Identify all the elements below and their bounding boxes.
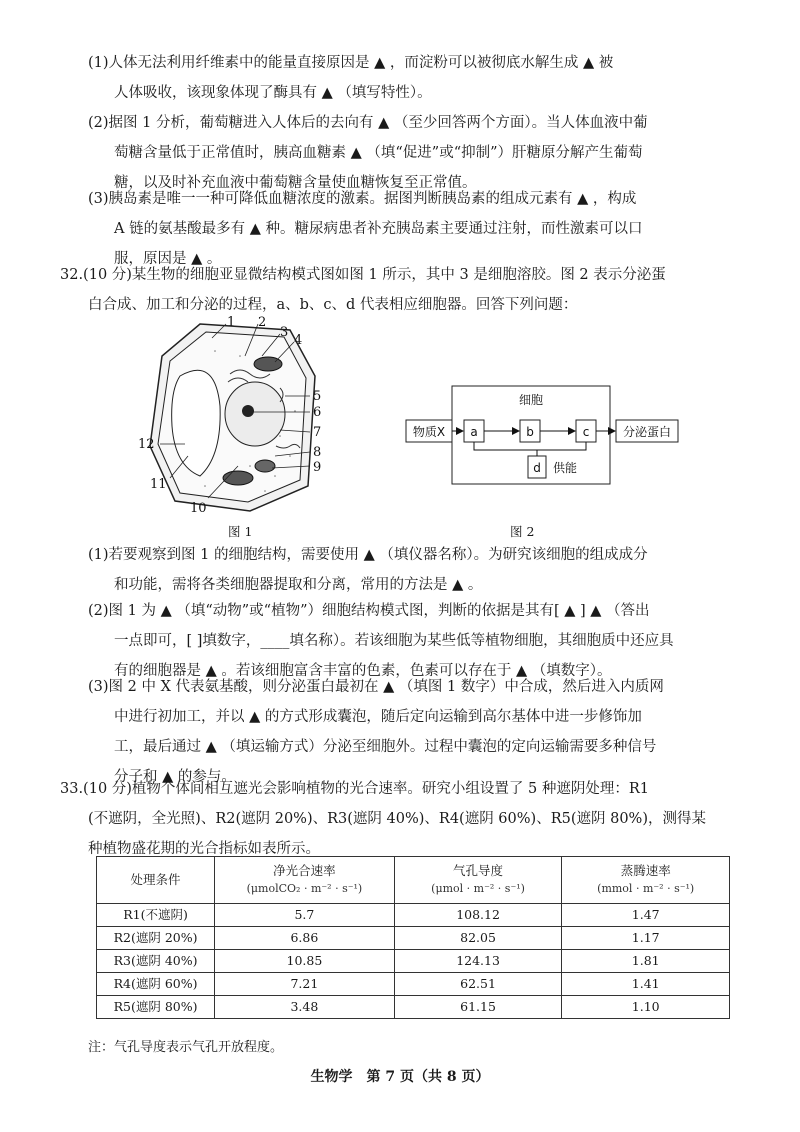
text-line: 萄糖含量低于正常值时，胰高血糖素 ▲ （填“促进”或“抑制”）肝糖原分解产生葡萄 bbox=[114, 145, 643, 161]
header-net-photosynthesis: 净光合速率 (μmolCO₂ · m⁻² · s⁻¹) bbox=[215, 857, 395, 904]
text-line: 工，最后通过 ▲ （填运输方式）分泌至细胞外。过程中囊泡的定向运输需要多种信号 bbox=[114, 739, 657, 755]
label-7: 7 bbox=[313, 425, 322, 440]
label-6: 6 bbox=[313, 405, 322, 420]
plant-cell-diagram bbox=[130, 316, 360, 516]
q32-part1 bbox=[88, 540, 748, 600]
secretion-flow-diagram bbox=[400, 380, 700, 490]
organelle-d: d bbox=[533, 461, 541, 475]
input-label: 物质X bbox=[412, 425, 446, 439]
label-3: 3 bbox=[280, 325, 289, 340]
text-line: (1)若要观察到图 1 的细胞结构，需要使用 ▲ （填仪器名称）。为研究该细胞的组成成分 bbox=[88, 547, 648, 563]
table-note: 注：气孔导度表示气孔开放程度。 bbox=[88, 1040, 284, 1055]
label-1: 1 bbox=[227, 316, 236, 330]
text-line: 一点即可，[ ]填数字，____填名称）。若该细胞为某些低等植物细胞，其细胞质中还应具 bbox=[114, 633, 674, 649]
label-10: 10 bbox=[190, 501, 207, 516]
cell-label: 细胞 bbox=[518, 393, 544, 407]
text-line: 32.(10 分)某生物的细胞亚显微结构模式图如图 1 所示，其中 3 是细胞溶胶。图 2 表示分泌蛋 bbox=[60, 267, 666, 283]
text-line: 有的细胞器是 ▲ 。若该细胞富含丰富的色素，色素可以存在于 ▲ （填数字）。 bbox=[114, 663, 612, 679]
q33-stem bbox=[60, 774, 750, 864]
figure-2-caption: 图 2 bbox=[510, 524, 535, 539]
text-line: (1)人体无法利用纤维素中的能量直接原因是 ▲ ，而淀粉可以被彻底水解生成 ▲ 被 bbox=[88, 55, 614, 71]
text-line: 中进行初加工，并以 ▲ 的方式形成囊泡，随后定向运输到高尔基体中进一步修饰加 bbox=[114, 709, 642, 725]
text-line: 糖，以及时补充血液中葡萄糖含量使血糖恢复至正常值。 bbox=[114, 175, 477, 191]
table-row: R3(遮阴 40%) 10.85 124.13 1.81 bbox=[97, 950, 730, 973]
text-line: (3)图 2 中 X 代表氨基酸，则分泌蛋白最初在 ▲ （填图 1 数字）中合成，然后进入内质网 bbox=[88, 679, 664, 695]
text-line: (2)据图 1 分析，葡萄糖进入人体后的去向有 ▲ （至少回答两个方面）。当人体血液中葡 bbox=[88, 115, 648, 131]
table-row: R4(遮阴 60%) 7.21 62.51 1.41 bbox=[97, 973, 730, 996]
text-line: (不遮阴，全光照)、R2(遮阴 20%)、R3(遮阴 40%)、R4(遮阴 60%)、R5(遮阴 80%)，测得某 bbox=[88, 811, 706, 827]
label-11: 11 bbox=[150, 477, 167, 492]
q32-stem bbox=[60, 260, 750, 320]
label-8: 8 bbox=[313, 445, 322, 460]
energy-label: 供能 bbox=[552, 461, 578, 475]
organelle-b: b bbox=[526, 425, 534, 439]
text-line: 和功能，需将各类细胞器提取和分离，常用的方法是 ▲ 。 bbox=[114, 577, 483, 593]
header-stomatal-conductance: 气孔导度 (μmol · m⁻² · s⁻¹) bbox=[394, 857, 562, 904]
text-line: 33.(10 分)植物个体间相互遮光会影响植物的光合速率。研究小组设置了 5 种遮阴处理：R1 bbox=[60, 781, 650, 797]
organelle-c: c bbox=[582, 425, 590, 439]
header-condition: 处理条件 bbox=[97, 857, 215, 904]
label-12: 12 bbox=[138, 437, 155, 452]
text-line: (2)图 1 为 ▲ （填“动物”或“植物”）细胞结构模式图，判断的依据是其有[ ▲ ] ▲ （答出 bbox=[88, 603, 650, 619]
figure-1-caption: 图 1 bbox=[228, 524, 253, 539]
output-label: 分泌蛋白 bbox=[622, 425, 672, 439]
text-line: 服，原因是 ▲ 。 bbox=[114, 251, 222, 267]
header-transpiration: 蒸腾速率 (mmol · m⁻² · s⁻¹) bbox=[562, 857, 730, 904]
label-2: 2 bbox=[258, 316, 267, 330]
table-row: R5(遮阴 80%) 3.48 61.15 1.10 bbox=[97, 996, 730, 1019]
shading-data-table bbox=[96, 856, 730, 1019]
text-line: 种植物盛花期的光合指标如表所示。 bbox=[88, 841, 320, 857]
label-5: 5 bbox=[313, 389, 322, 404]
organelle-a: a bbox=[470, 425, 478, 439]
label-9: 9 bbox=[313, 460, 322, 475]
table-row: R2(遮阴 20%) 6.86 82.05 1.17 bbox=[97, 927, 730, 950]
text-line: 人体吸收，该现象体现了酶具有 ▲ （填写特性）。 bbox=[114, 85, 432, 101]
text-line: 白合成、加工和分泌的过程，a、b、c、d 代表相应细胞器。回答下列问题： bbox=[88, 297, 578, 313]
text-line: 分子和 ▲ 的参与。 bbox=[114, 769, 236, 785]
table-row: R1(不遮阴) 5.7 108.12 1.47 bbox=[97, 904, 730, 927]
q31-part1 bbox=[88, 48, 748, 108]
label-4: 4 bbox=[294, 333, 303, 348]
text-line: A 链的氨基酸最多有 ▲ 种。糖尿病患者补充胰岛素主要通过注射，而性激素可以口 bbox=[114, 221, 643, 237]
page-footer: 生物学 第 7 页（共 8 页） bbox=[310, 1069, 490, 1085]
text-line: (3)胰岛素是唯一一种可降低血糖浓度的激素。据图判断胰岛素的组成元素有 ▲ ，构成 bbox=[88, 191, 637, 207]
